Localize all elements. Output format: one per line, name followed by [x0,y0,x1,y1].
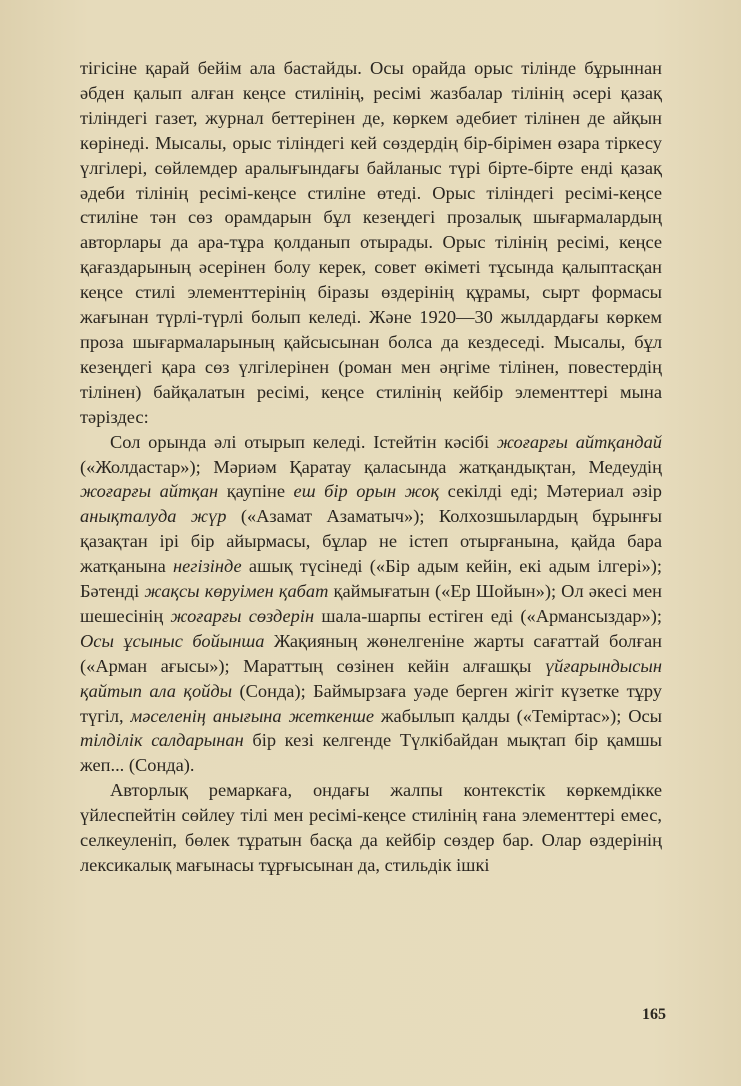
paragraph-2 [80,430,662,779]
text-run: Сол орында әлі отырып келеді. Істейтін кәсібі [110,431,497,452]
emphasized-phrase: анықталуда жүр [80,506,227,527]
text-run: (Сонда); Баймырзаға уәде берген жігіт күзетке тұру түгіл, [80,680,662,726]
text-run: тігісіне қарай бейім ала бастайды. Осы орайда орыс тілінде бұрыннан әбден қалып алған кеңсе стилінің, ресімі жазбалар тілінің әсері қазақ тіліндегі газет, журнал беттерінен де, көркем әдебиет тілінен де айқын көрінеді. Мысалы, орыс тіліндегі кей сөздердің бір-бірімен өзара тіркесу үлгілері, сөйлемдер аралығындағы байланыс түрі бірте-бірте енді қазақ әдеби тілінің ресімі-кеңсе стиліне өтеді. Орыс тіліндегі ресімі-кеңсе стиліне тән сөз орамдарын бұл кезеңдегі прозалық шығармалардың авторлары да ара-тұра қолданып отырады. Орыс тілінің ресімі, кеңсе қағаздарының әсерінен болу керек, совет өкіметі тұсында қалыптасқан кеңсе стилі элементтерінің біразы өздерінің құрамы, сырт формасы жағынан түрлі-түрлі болып келеді. Және 1920—30 жылдардағы көркем проза шығармаларының қайсысынан болса да кездеседі. Мысалы, бұл кезеңдегі қара сөз үлгілерінен (роман мен әңгіме тілінен, повестердің тілінен) байқалатын ресімі, кеңсе стилінің кейбір элементтері мына тәріздес: [80,58,662,427]
text-run: («Жолдастар»); Мәриәм Қаратау қаласында жатқандықтан, Медеудің [80,456,662,477]
text-run: шала-шарпы естіген еді («Армансыздар»); [314,605,663,626]
body-text [80,56,662,878]
emphasized-phrase: жоғарғы айтқандай [496,431,662,452]
text-run: қаупіне [218,481,294,502]
paragraph-3 [80,778,662,878]
text-run: («Азамат Азаматыч»); Колхозшылардың бұрынғы қазақтан ірі бір айырмасы, бұлар не істеп отырғанына, қайда бара жатқанына [80,506,662,577]
text-run: Жақияның жөнелгеніне жарты сағаттай болған («Арман ағысы»); Мараттың сөзінен кейін алғашқы [80,630,662,676]
text-run: Авторлық ремаркаға, ондағы жалпы контекстік көркемдікке үйлеспейтін сөйлеу тілі мен ресімі-кеңсе стилінің ғана элементтері емес, селкеуленіп, бөлек тұратын басқа да кейбір сөздер бар. Олар өздерінің лексикалық мағынасы тұрғысынан да, стильдік ішкі [80,780,662,875]
emphasized-phrase: жоғарғы сөздерін [170,605,315,626]
emphasized-phrase: негізінде [173,556,242,577]
page-number: 165 [642,1006,666,1023]
emphasized-phrase: үйғарындысын қайтып ала қойды [80,655,662,701]
emphasized-phrase: мәселенің анығына жеткенше [130,705,374,726]
text-run: жабылып қалды («Теміртас»); Осы [374,705,663,726]
text-run: қаймығатын («Ер Шойын»); Ол әкесі мен шешесінің [80,581,662,626]
text-run: секілді еді; Мәтериал әзір [439,481,662,502]
emphasized-phrase: тілділік салдарынан [80,730,244,751]
text-run: ашық түсінеді («Бір адым кейін, екі адым ілгері»); Бәтенді [80,556,663,602]
emphasized-phrase: жақсы көруімен қабат [144,581,329,602]
emphasized-phrase: Осы ұсыныс бойынша [80,630,265,651]
paragraph-1 [80,56,662,430]
text-run: бір кезі келгенде Түлкібайдан мықтап бір қамшы жеп... (Сонда). [80,730,662,776]
emphasized-phrase: жоғарғы айтқан [80,481,219,502]
emphasized-phrase: еш бір орын жоқ [293,481,440,502]
